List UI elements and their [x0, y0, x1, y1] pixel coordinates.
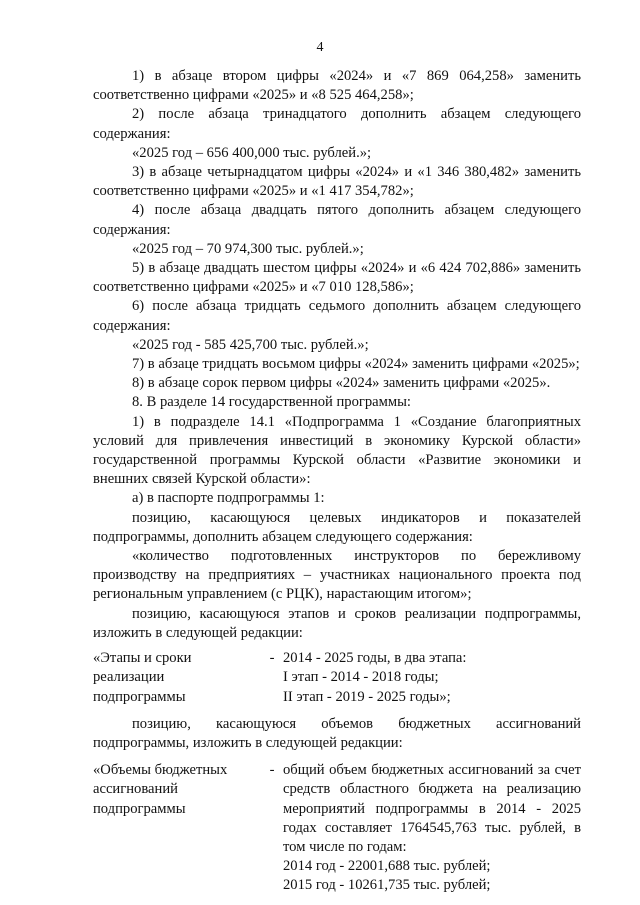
stages-value-line: 2014 - 2025 годы, в два этапа: [283, 650, 467, 667]
stages-value-line: II этап - 2019 - 2025 годы»; [283, 688, 451, 705]
table-dash: - [269, 650, 275, 667]
amendment-paragraph: позицию, касающуюся этапов и сроков реализации подпрограммы, изложить в следующей редакции: [93, 605, 581, 641]
budget-label-line: ассигнований [93, 781, 178, 798]
amendment-paragraph: «количество подготовленных инструкторов по бережливому производству на предприятиях – участниках национального проекта под региональным управлением (с РЦК), нарастающим итогом»; [93, 548, 581, 603]
stages-value-line: I этап - 2014 - 2018 годы; [283, 669, 439, 686]
amendment-paragraph: «2025 год - 585 425,700 тыс. рублей.»; [132, 336, 369, 353]
amendment-paragraph: 1) в подразделе 14.1 «Подпрограмма 1 «Создание благоприятных условий для привлечения инвестиций в экономику Курской области» государственной программы Курской области «Развитие экономики и внешних связей Курской области»: [93, 413, 581, 488]
budget-table [93, 761, 581, 895]
amendment-paragraph: 8) в абзаце сорок первом цифры «2024» заменить цифрами «2025». [132, 375, 551, 392]
amendment-paragraph: «2025 год – 70 974,300 тыс. рублей.»; [132, 240, 364, 257]
page-number: 4 [316, 40, 324, 55]
budget-year-line: 2015 год - 10261,735 тыс. рублей; [283, 877, 491, 894]
budget-label-line: «Объемы бюджетных [93, 762, 228, 779]
amendment-paragraph: позицию, касающуюся целевых индикаторов и показателей подпрограммы, дополнить абзацем следующего содержания: [93, 509, 581, 545]
budget-label-line: подпрограммы [93, 800, 186, 817]
amendment-paragraph: 7) в абзаце тридцать восьмом цифры «2024» заменить цифрами «2025»; [132, 356, 580, 373]
stages-table-label [93, 649, 261, 707]
amendment-paragraph: «2025 год – 656 400,000 тыс. рублей.»; [132, 144, 372, 161]
amendment-paragraph: 6) после абзаца тридцать седьмого дополнить абзацем следующего содержания: [93, 298, 581, 334]
stages-label-line: реализации [93, 669, 165, 686]
document-body [93, 67, 581, 896]
amendment-paragraph: 3) в абзаце четырнадцатом цифры «2024» и «1 346 380,482» заменить соответственно цифрами «2025» и «1 417 354,782»; [93, 164, 581, 200]
stages-label-line: подпрограммы [93, 688, 186, 705]
amendment-paragraph: 8. В разделе 14 государственной программы: [132, 394, 411, 411]
amendment-paragraph: 1) в абзаце втором цифры «2024» и «7 869 064,258» заменить соответственно цифрами «2025» и «8 525 464,258»; [93, 68, 581, 104]
budget-total-text: общий объем бюджетных ассигнований за счет средств областного бюджета на реализацию мероприятий подпрограммы в 2014 - 2025 годах составляет 1764545,763 тыс. рублей, в том числе по годам: [283, 762, 581, 855]
stages-label-line: «Этапы и сроки [93, 650, 192, 667]
table-dash: - [269, 762, 275, 779]
budget-table-label [93, 761, 261, 895]
amendment-paragraph: 4) после абзаца двадцать пятого дополнить абзацем следующего содержания: [93, 202, 581, 238]
amendment-paragraphs [93, 67, 581, 643]
stages-table [93, 649, 581, 707]
budget-year-line: 2014 год - 22001,688 тыс. рублей; [283, 858, 491, 875]
amendment-paragraph: 5) в абзаце двадцать шестом цифры «2024» и «6 424 702,886» заменить соответственно цифрами «2025» и «7 010 128,586»; [93, 260, 581, 296]
budget-table-value [283, 761, 581, 895]
amendment-paragraph: а) в паспорте подпрограммы 1: [132, 490, 325, 507]
amendment-paragraph: 2) после абзаца тринадцатого дополнить абзацем следующего содержания: [93, 106, 581, 142]
budget-intro-paragraph: позицию, касающуюся объемов бюджетных ассигнований подпрограммы, изложить в следующей редакции: [93, 715, 581, 751]
stages-table-value [283, 649, 581, 707]
